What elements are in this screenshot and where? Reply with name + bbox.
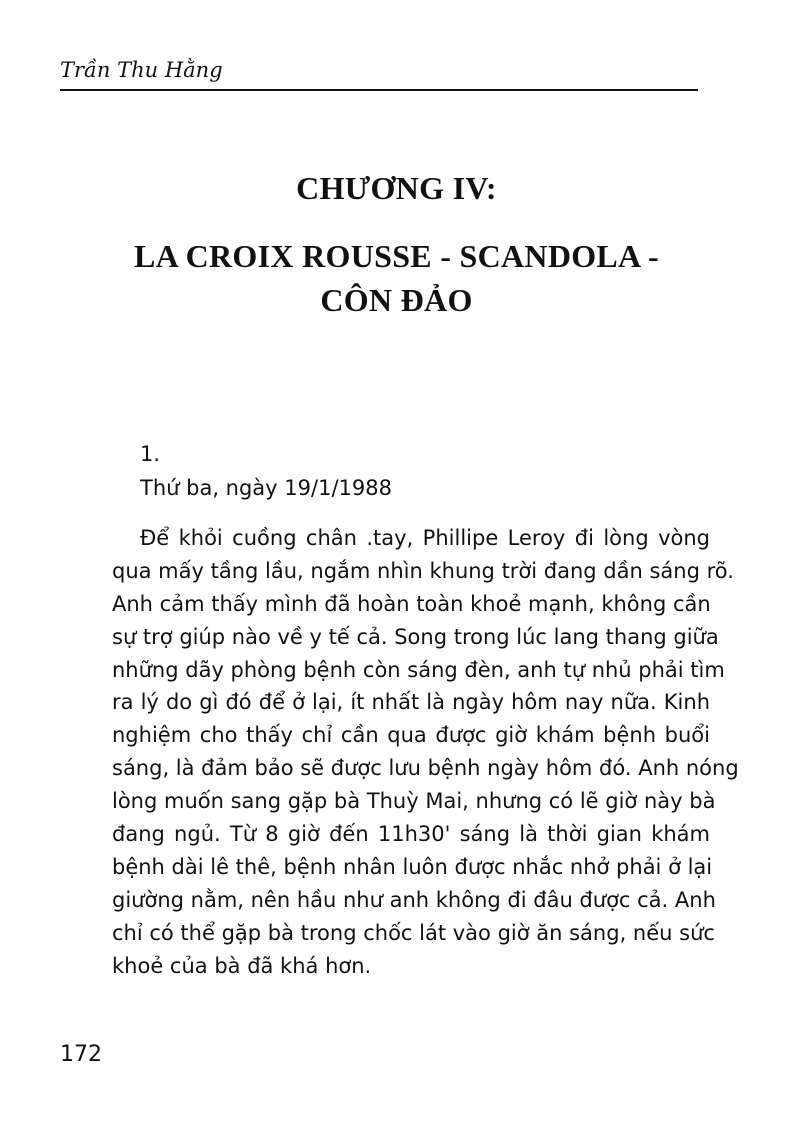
page-number: 172 [60,1042,102,1067]
chapter-title-line-3: CÔN ĐẢO [320,282,473,318]
paragraph-line: lòng muốn sang gặp bà Thuỳ Mai, nhưng có lẽ giờ này bà [112,789,716,814]
running-header-author: Trần Thu Hằng [60,58,223,82]
paragraph-line: Để khỏi cuồng chân .tay, Phillipe Leroy đi lòng vòng [140,526,710,550]
paragraph-line: đang ngủ. Từ 8 giờ đến 11h30' sáng là thời gian khám [112,822,710,847]
paragraph-line: ra lý do gì đó để ở lại, ít nhất là ngày hôm nay nữa. Kinh [112,690,710,715]
paragraph [112,522,739,982]
header-rule [60,89,698,91]
chapter-title-line-1: CHƯƠNG IV: [296,170,497,206]
paragraph-line: khoẻ của bà đã khá hơn. [112,953,372,978]
section-number: 1. [140,442,161,466]
paragraph-line: những dãy phòng bệnh còn sáng đèn, anh tự nhủ phải tìm [112,657,725,682]
paragraph-line: nghiệm cho thấy chỉ cần qua được giờ khám bệnh buổi [112,723,710,748]
paragraph-line: sự trợ giúp nào về y tế cả. Song trong lúc lang thang giữa [112,624,719,649]
date-line: Thứ ba, ngày 19/1/1988 [140,476,392,500]
paragraph-line: qua mấy tầng lầu, ngắm nhìn khung trời đang dần sáng rõ. [112,558,734,583]
paragraph-line: bệnh dài lê thê, bệnh nhân luôn được nhắc nhở phải ở lại [112,854,713,879]
paragraph-line: sáng, là đảm bảo sẽ được lưu bệnh ngày hôm đó. Anh nóng [112,756,739,781]
paragraph-line: giường nằm, nên hầu như anh không đi đâu được cả. Anh [112,887,716,912]
paragraph-line: chỉ có thể gặp bà trong chốc lát vào giờ ăn sáng, nếu sức [112,920,715,945]
chapter-title-line-2: LA CROIX ROUSSE - SCANDOLA - [134,238,659,274]
paragraph-line: Anh cảm thấy mình đã hoàn toàn khoẻ mạnh, không cần [112,591,711,616]
